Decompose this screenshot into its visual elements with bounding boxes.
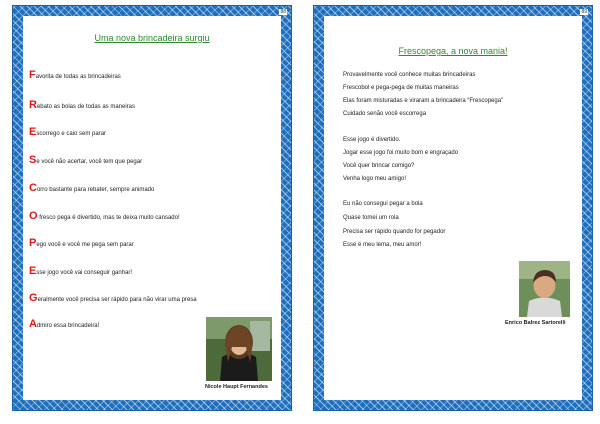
poem-line: Quase tomei um rola [343, 215, 399, 221]
acrostic-line [29, 154, 142, 166]
left-page [12, 5, 292, 411]
poem-line: Você quer brincar comigo? [343, 163, 415, 169]
acrostic-initial: S [29, 154, 37, 166]
right-page-content [324, 9, 587, 400]
acrostic-text: ebato as bolas de todas as maneiras [36, 104, 136, 110]
acrostic-text: orro bastante para rebater, sempre animado [36, 187, 155, 193]
poem-line: Jogar esse jogo foi muito bom e engraçado [343, 150, 459, 156]
poem-title: Frescopega, a nova mania! [398, 46, 508, 56]
author-name: Enrico Balrez Sartorelli [505, 320, 566, 326]
author-photo [519, 261, 570, 317]
acrostic-initial: E [29, 265, 37, 277]
poem-line: Frescobol e pega-pega de muitas maneiras [343, 85, 459, 91]
acrostic-initial: R [29, 99, 37, 111]
poem-line: Precisa ser rápido quando for pegador [343, 229, 446, 235]
acrostic-line [29, 265, 132, 277]
poem-line: Venha logo meu amigo! [343, 176, 407, 182]
poem-line: Esse jogo é divertido. [343, 137, 401, 143]
acrostic-text: ego você e você me pega sem parar [36, 242, 134, 248]
acrostic-text: fresco pega é divertido, mas te deixa muito cansado! [37, 215, 180, 221]
acrostic-line [29, 292, 197, 304]
acrostic-initial: E [29, 126, 37, 138]
author-name: Nicole Haupt Fernandes [205, 384, 268, 390]
acrostic-text: eralmente você precisa ser rápido para não virar uma presa [37, 297, 197, 303]
poem-title: Uma nova brincadeira surgiu [94, 33, 210, 43]
acrostic-text: e você não acertar, você tem que pegar [36, 159, 143, 165]
poem-line: Eu não consegui pegar a bola [343, 201, 423, 207]
acrostic-text: dmiro essa brincadeira! [36, 323, 100, 329]
right-page [313, 5, 593, 411]
poem-line: Cuidado senão você escorrega [343, 111, 427, 117]
acrostic-line [29, 126, 106, 138]
acrostic-text: scorrego e caio sem parar [36, 131, 107, 137]
left-page-content [23, 9, 286, 400]
page-number: 88 [280, 9, 286, 15]
acrostic-line [29, 237, 134, 249]
acrostic-line [29, 210, 180, 222]
acrostic-initial: O [29, 210, 38, 222]
page-number: 89 [581, 9, 587, 15]
acrostic-initial: A [29, 318, 37, 330]
poem-line: Esse é meu lema, meu amor! [343, 242, 422, 248]
acrostic-line [29, 318, 99, 330]
acrostic-text: sse jogo você vai conseguir ganhar! [36, 270, 133, 276]
author-photo [206, 317, 272, 381]
poem-line: Provavelmente você conhece muitas brincadeiras [343, 72, 476, 78]
acrostic-initial: P [29, 237, 37, 249]
acrostic-line [29, 182, 154, 194]
acrostic-line [29, 99, 135, 111]
acrostic-initial: G [29, 292, 38, 304]
acrostic-initial: F [29, 69, 36, 81]
poem-line: Elas foram misturadas e viraram a brincadeira “Frescopega” [343, 98, 504, 104]
acrostic-text: avorita de todas as brincadeiras [35, 74, 121, 80]
acrostic-initial: C [29, 182, 37, 194]
acrostic-line [29, 69, 121, 81]
